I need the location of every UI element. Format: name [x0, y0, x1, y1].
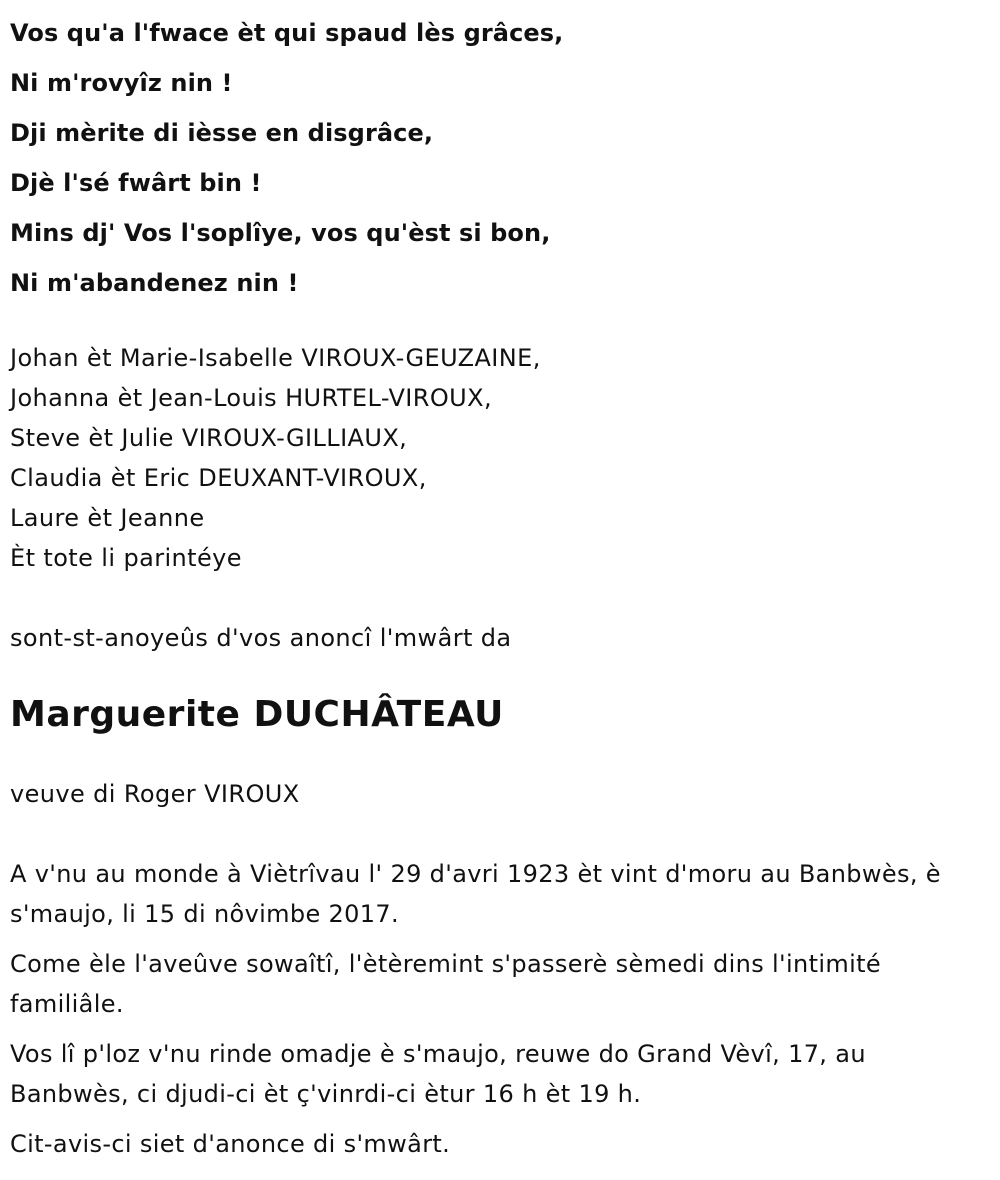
- family-member-line: Claudia èt Eric DEUXANT-VIROUX,: [10, 464, 427, 492]
- family-member-line: Laure èt Jeanne: [10, 504, 205, 532]
- poem-line: Djè l'sé fwârt bin !: [10, 169, 262, 197]
- family-member-line: Johan èt Marie-Isabelle VIROUX-GEUZAINE,: [10, 344, 541, 372]
- obituary-notice: [10, 0, 985, 1164]
- announcement-intro: sont-st-anoyeûs d'vos anoncî l'mwârt da: [10, 624, 512, 652]
- deceased-name: Marguerite DUCHÂTEAU: [10, 694, 504, 735]
- poem-line: Dji mèrite di ièsse en disgrâce,: [10, 119, 434, 147]
- family-member-line: Èt tote li parintéye: [10, 544, 242, 572]
- visitation-paragraph: Vos lî p'loz v'nu rinde omadje è s'maujo, reuwe do Grand Vèvî, 17, au Banbwès, ci djudi-ci èt ç'vinrdi-ci ètur 16 h èt 19 h.: [10, 1040, 866, 1108]
- poem: [10, 0, 985, 308]
- notice-paragraph: Cit-avis-ci siet d'anonce di s'mwârt.: [10, 1130, 451, 1158]
- poem-line: Ni m'rovyîz nin !: [10, 69, 233, 97]
- poem-line: Ni m'abandenez nin !: [10, 269, 299, 297]
- widow-of-line: veuve di Roger VIROUX: [10, 780, 300, 808]
- birth-death-paragraph: A v'nu au monde à Viètrîvau l' 29 d'avri 1923 èt vint d'moru au Banbwès, è s'maujo, li 15 di nôvimbe 2017.: [10, 860, 941, 928]
- family-member-line: Steve èt Julie VIROUX-GILLIAUX,: [10, 424, 408, 452]
- poem-line: Mins dj' Vos l'soplîye, vos qu'èst si bon,: [10, 219, 551, 247]
- poem-line: Vos qu'a l'fwace èt qui spaud lès grâces,: [10, 19, 564, 47]
- family-list: [10, 338, 985, 578]
- funeral-paragraph: Come èle l'aveûve sowaîtî, l'ètèremint s'passerè sèmedi dins l'intimité familiâle.: [10, 950, 881, 1018]
- family-member-line: Johanna èt Jean-Louis HURTEL-VIROUX,: [10, 384, 492, 412]
